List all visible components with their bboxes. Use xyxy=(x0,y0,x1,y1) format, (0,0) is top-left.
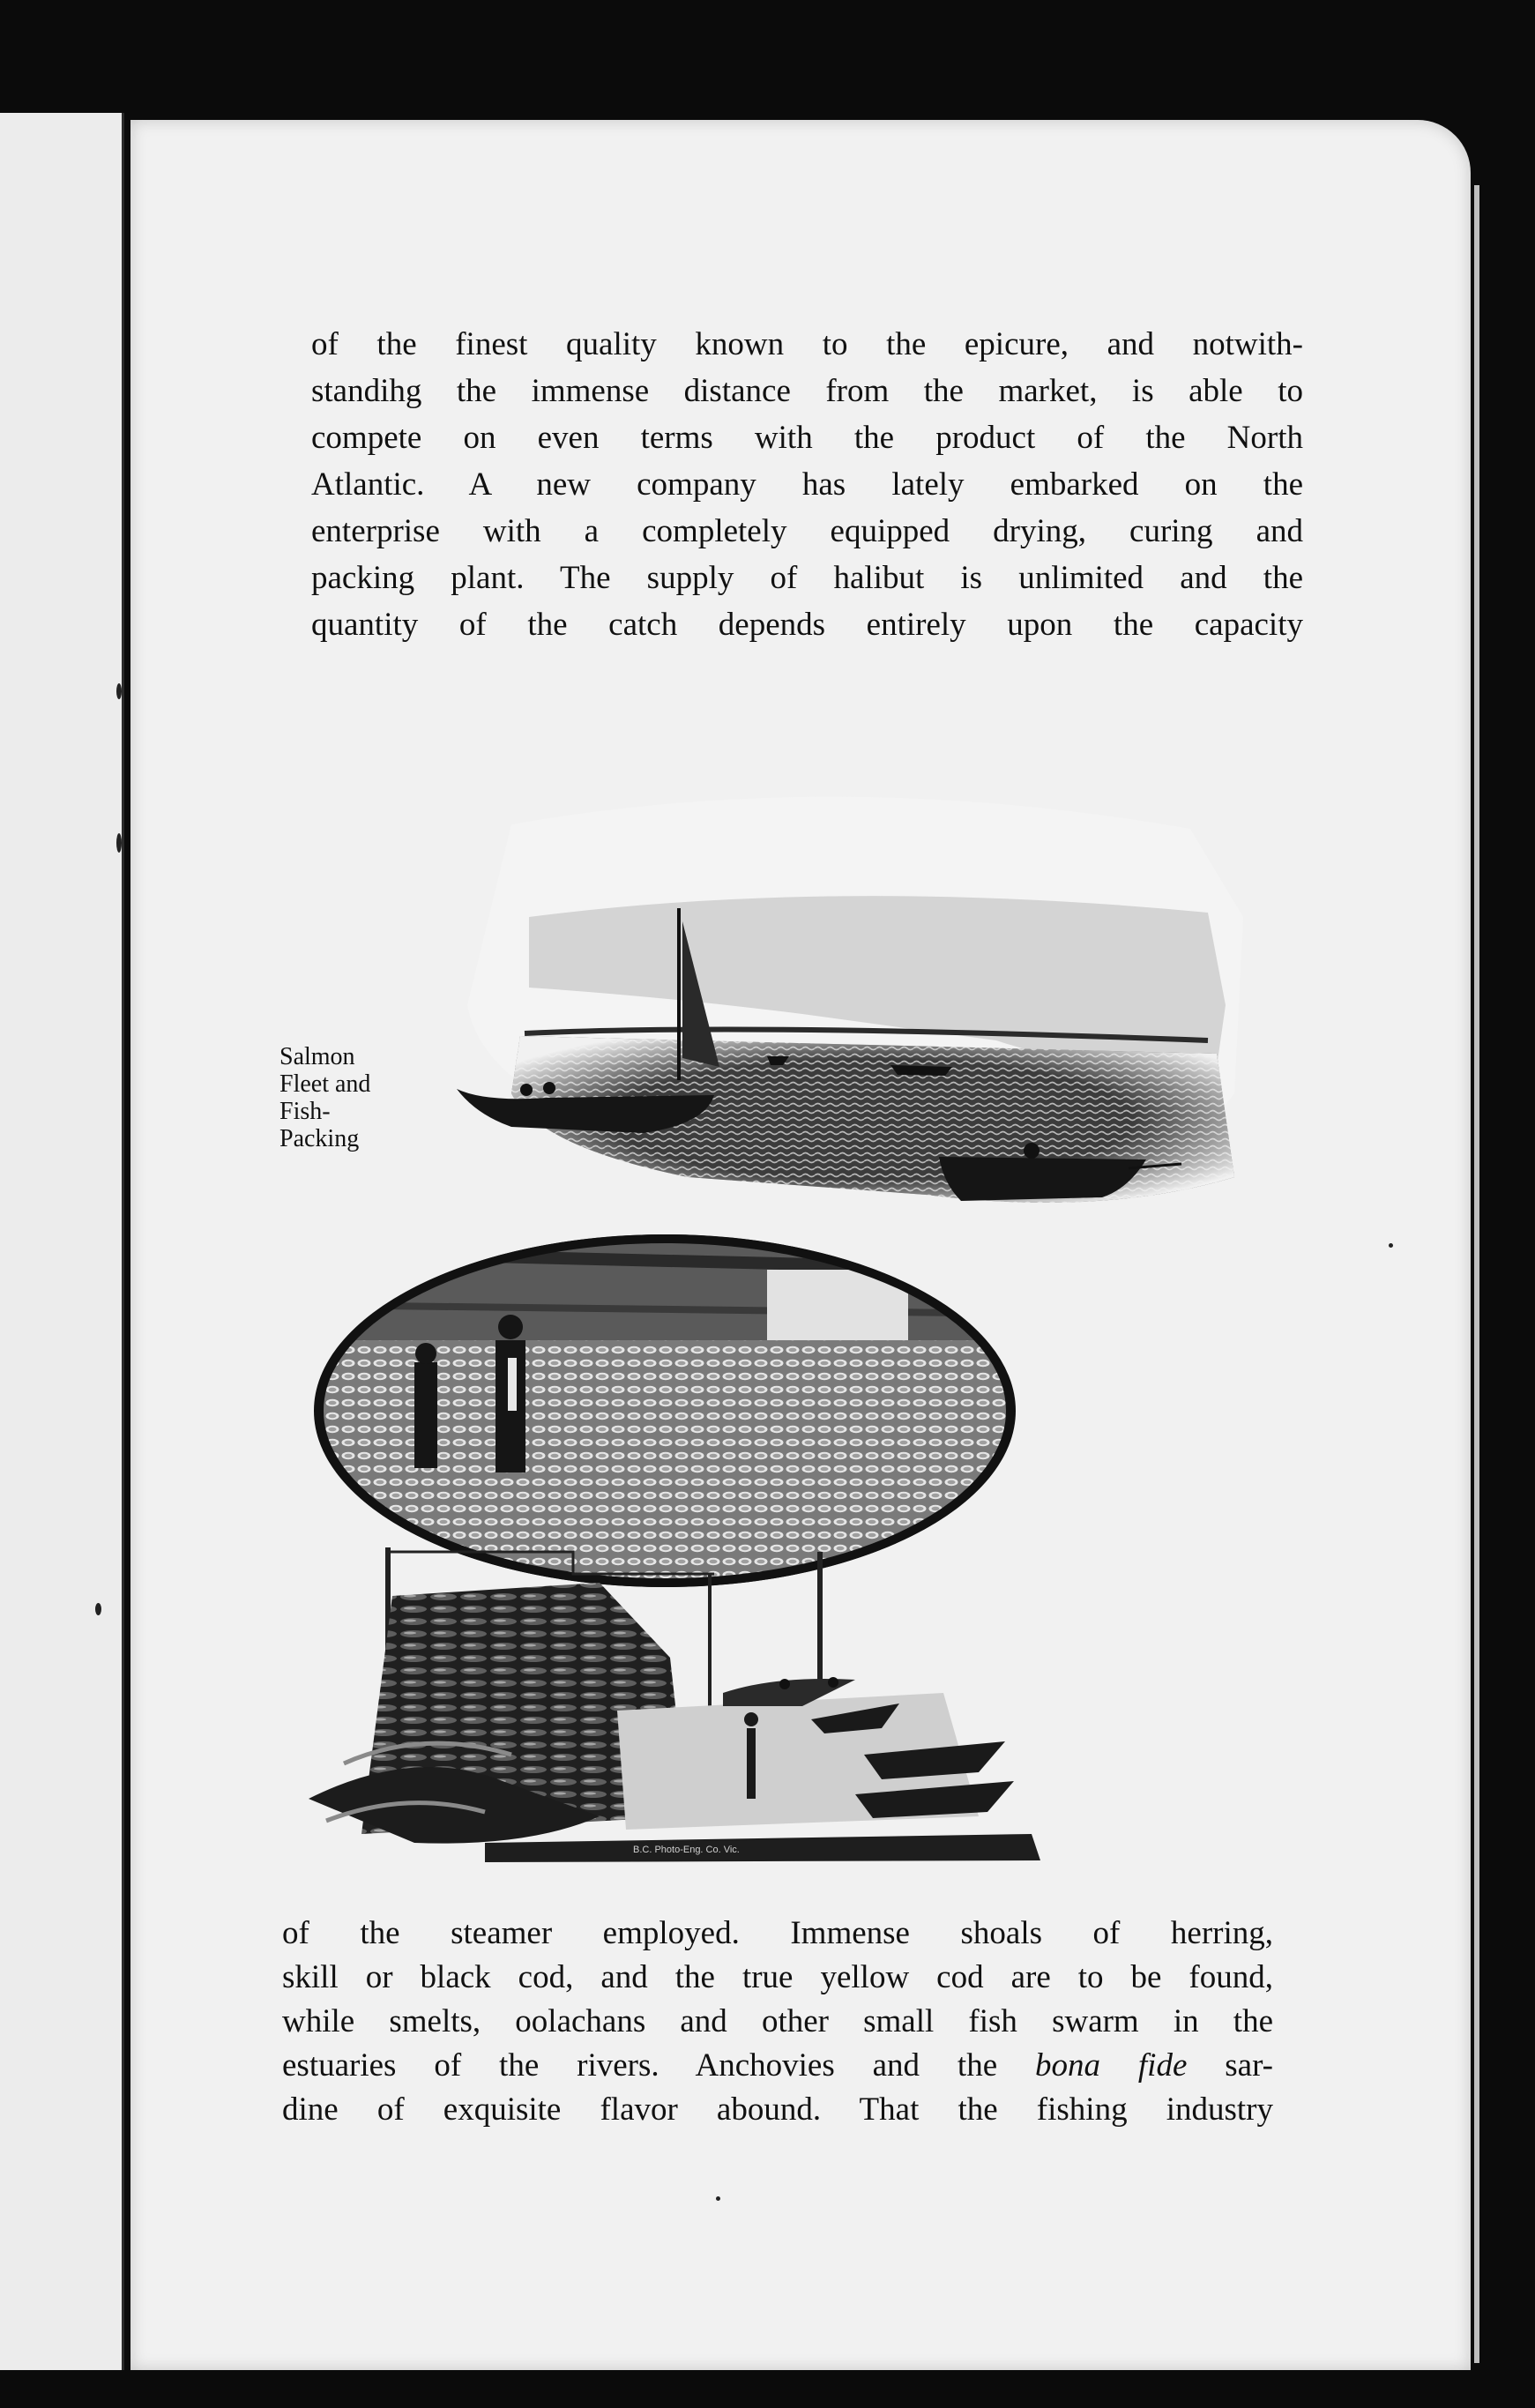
binding-mark xyxy=(95,1603,101,1615)
text-line: Atlantic. A new company has lately embarked on the xyxy=(311,466,1303,503)
body-text-bottom xyxy=(282,1912,1273,2132)
text-line: standihg the immense distance from the market, is able to xyxy=(311,373,1303,409)
halftone-photo-composite xyxy=(309,776,1252,1878)
caption-line: Salmon xyxy=(279,1043,355,1070)
text-line xyxy=(282,2044,1273,2088)
text-line: enterprise with a completely equipped drying, curing and xyxy=(311,513,1303,549)
text-line: packing plant. The supply of halibut is unlimited and the xyxy=(311,560,1303,596)
body-text-top xyxy=(311,321,1303,648)
text-line: skill or black cod, and the true yellow cod are to be found, xyxy=(282,1959,1273,1995)
text-line: of the finest quality known to the epicure, and notwith- xyxy=(311,326,1303,362)
binding-mark xyxy=(116,683,122,699)
caption-line: Packing xyxy=(279,1125,360,1152)
cannery-interior-photo xyxy=(309,1234,1032,1587)
italic-phrase: bona fide xyxy=(1035,2047,1188,2084)
speck xyxy=(716,2196,720,2201)
text-line: of the steamer employed. Immense shoals of herring, xyxy=(282,1915,1273,1951)
page-edge-shadow xyxy=(1474,185,1479,2363)
text-line: while smelts, oolachans and other small fish swarm in the xyxy=(282,2003,1273,2039)
text-fragment: sar- xyxy=(1225,2047,1274,2084)
fish-packing-wharf-photo xyxy=(309,1547,1040,1862)
text-line: dine of exquisite flavor abound. That the fishing industry xyxy=(282,2091,1273,2128)
binding-mark xyxy=(116,833,122,853)
text-line: compete on even terms with the product of the North xyxy=(311,420,1303,456)
engraver-credit: B.C. Photo-Eng. Co. Vic. xyxy=(633,1845,740,1855)
salmon-fleet-photo xyxy=(457,797,1243,1203)
caption-line: Fleet and xyxy=(279,1070,371,1098)
text-line: quantity of the catch depends entirely upon the capacity xyxy=(311,607,1303,643)
speck xyxy=(1389,1243,1393,1248)
text-fragment: estuaries of the rivers. Anchovies and the xyxy=(282,2047,998,2084)
facing-page-edge xyxy=(0,113,124,2370)
caption-line: Fish- xyxy=(279,1098,331,1125)
